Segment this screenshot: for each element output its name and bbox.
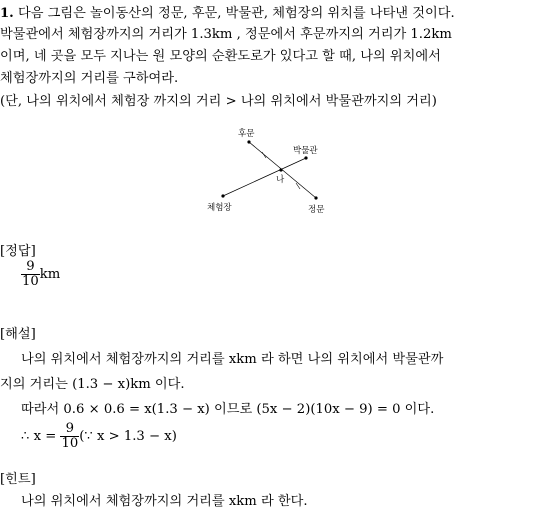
point-back-gate [247, 140, 250, 143]
answer-denominator: 10 [22, 274, 39, 289]
solution-reason: (∵ x > 1.3 − x) [79, 429, 177, 444]
label-main-gate: 정문 [308, 205, 325, 215]
solution-line-2: 지의 거리는 (1.3 − x)km 이다. [0, 377, 185, 392]
solution-numerator: 9 [60, 422, 79, 437]
solution-header: [해설] [0, 327, 36, 342]
label-experience: 체험장 [207, 203, 232, 213]
label-back-gate: 후문 [238, 129, 255, 139]
point-museum [304, 156, 307, 159]
point-experience [221, 194, 224, 197]
solution-line-1: 나의 위치에서 체험장까지의 거리를 xkm 라 하면 나의 위치에서 박물관까 [21, 352, 444, 367]
solution-line-3: 따라서 0.6 × 0.6 = x(1.3 − x) 이므로 (5x − 2)(10x − 9) = 0 이다. [21, 402, 435, 417]
answer-unit: km [39, 267, 61, 282]
solution-line-4 [21, 422, 177, 451]
label-museum: 박물관 [293, 146, 318, 156]
line-experience-museum [223, 158, 306, 196]
solution-denominator: 10 [61, 436, 79, 451]
answer-fraction [21, 260, 40, 289]
problem-text-1: 다음 그림은 놀이동산의 정문, 후문, 박물관, 체험장의 위치를 나타낸 것이다. [17, 6, 455, 21]
point-me [279, 168, 282, 171]
answer-value [21, 260, 60, 289]
label-me: 나 [276, 175, 285, 185]
solution-therefore: ∴ x = [21, 429, 57, 444]
problem-line-5: (단, 나의 위치에서 체험장 까지의 거리 > 나의 위치에서 박물관까지의 거리) [0, 94, 437, 109]
answer-header: [정답] [0, 244, 36, 259]
problem-line-1 [0, 4, 455, 24]
solution-fraction [60, 422, 79, 451]
point-main-gate [314, 196, 317, 199]
hint-line-1: 나의 위치에서 체험장까지의 거리를 xkm 라 한다. [21, 494, 308, 509]
problem-number: 1. [0, 6, 14, 21]
hint-header: [힌트] [0, 472, 36, 487]
location-diagram [195, 128, 345, 218]
problem-line-4: 체험장까지의 거리를 구하여라. [0, 71, 179, 86]
answer-numerator: 9 [21, 260, 40, 275]
problem-line-2: 박물관에서 체험장까지의 거리가 1.3km , 정문에서 후문까지의 거리가 1.2km [0, 27, 452, 42]
tick-mark [262, 152, 266, 158]
problem-line-3: 이며, 네 곳을 모두 지나는 원 모양의 순환도로가 있다고 할 때, 나의 위치에서 [0, 49, 441, 64]
